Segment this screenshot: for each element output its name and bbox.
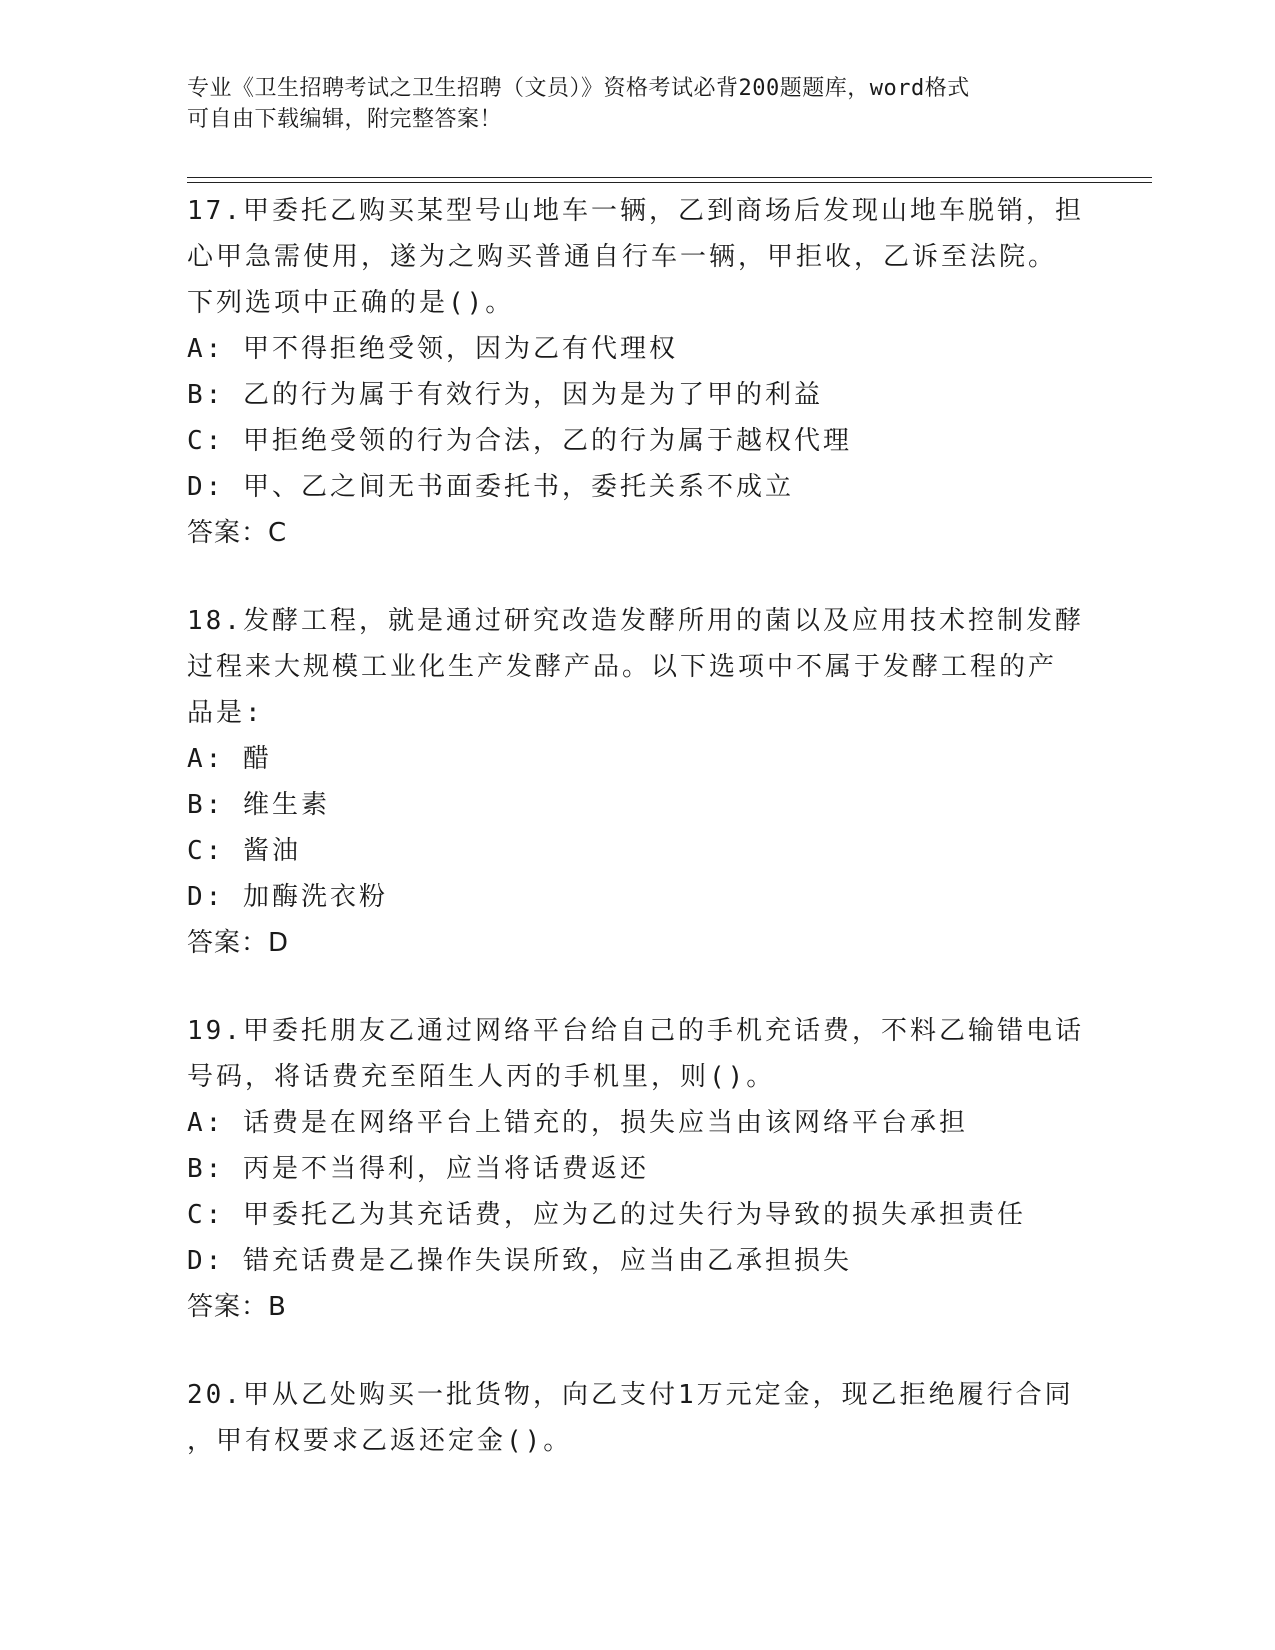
header-divider-bottom bbox=[187, 182, 1152, 183]
option-a: A: 醋 bbox=[187, 744, 272, 774]
answer: 答案：B bbox=[187, 1292, 287, 1322]
option-d: D: 错充话费是乙操作失误所致，应当由乙承担损失 bbox=[187, 1246, 852, 1276]
option-c: C: 甲拒绝受领的行为合法，乙的行为属于越权代理 bbox=[187, 426, 852, 456]
option-a: A: 甲不得拒绝受领，因为乙有代理权 bbox=[187, 334, 678, 364]
option-c: C: 酱油 bbox=[187, 836, 301, 866]
question-stem: 19.甲委托朋友乙通过网络平台给自己的手机充话费，不料乙输错电话 号码，将话费充至陌生人丙的手机里，则()。 bbox=[187, 1016, 1084, 1092]
option-b: B: 乙的行为属于有效行为，因为是为了甲的利益 bbox=[187, 380, 823, 410]
option-c: C: 甲委托乙为其充话费，应为乙的过失行为导致的损失承担责任 bbox=[187, 1200, 1026, 1230]
question-17 bbox=[187, 188, 1087, 556]
question-20 bbox=[187, 1372, 1087, 1464]
answer: 答案：D bbox=[187, 928, 290, 958]
option-b: B: 维生素 bbox=[187, 790, 330, 820]
header-divider-top bbox=[187, 177, 1152, 178]
question-stem: 18.发酵工程，就是通过研究改造发酵所用的菌以及应用技术控制发酵 过程来大规模工业化生产发酵产品。以下选项中不属于发酵工程的产 品是: bbox=[187, 606, 1084, 728]
question-18 bbox=[187, 598, 1087, 966]
question-stem: 17.甲委托乙购买某型号山地车一辆，乙到商场后发现山地车脱销，担 心甲急需使用，遂为之购买普通自行车一辆，甲拒收，乙诉至法院。 下列选项中正确的是()。 bbox=[187, 196, 1084, 318]
answer: 答案：C bbox=[187, 518, 288, 548]
document-header: 专业《卫生招聘考试之卫生招聘（文员）》资格考试必背200题题库，word格式 可自由下载编辑，附完整答案！ bbox=[187, 76, 970, 132]
option-d: D: 加酶洗衣粉 bbox=[187, 882, 388, 912]
option-b: B: 丙是不当得利，应当将话费返还 bbox=[187, 1154, 649, 1184]
option-a: A: 话费是在网络平台上错充的，损失应当由该网络平台承担 bbox=[187, 1108, 968, 1138]
question-19 bbox=[187, 1008, 1087, 1330]
question-stem: 20.甲从乙处购买一批货物，向乙支付1万元定金，现乙拒绝履行合同 ，甲有权要求乙返还定金()。 bbox=[187, 1380, 1074, 1456]
option-d: D: 甲、乙之间无书面委托书，委托关系不成立 bbox=[187, 472, 794, 502]
